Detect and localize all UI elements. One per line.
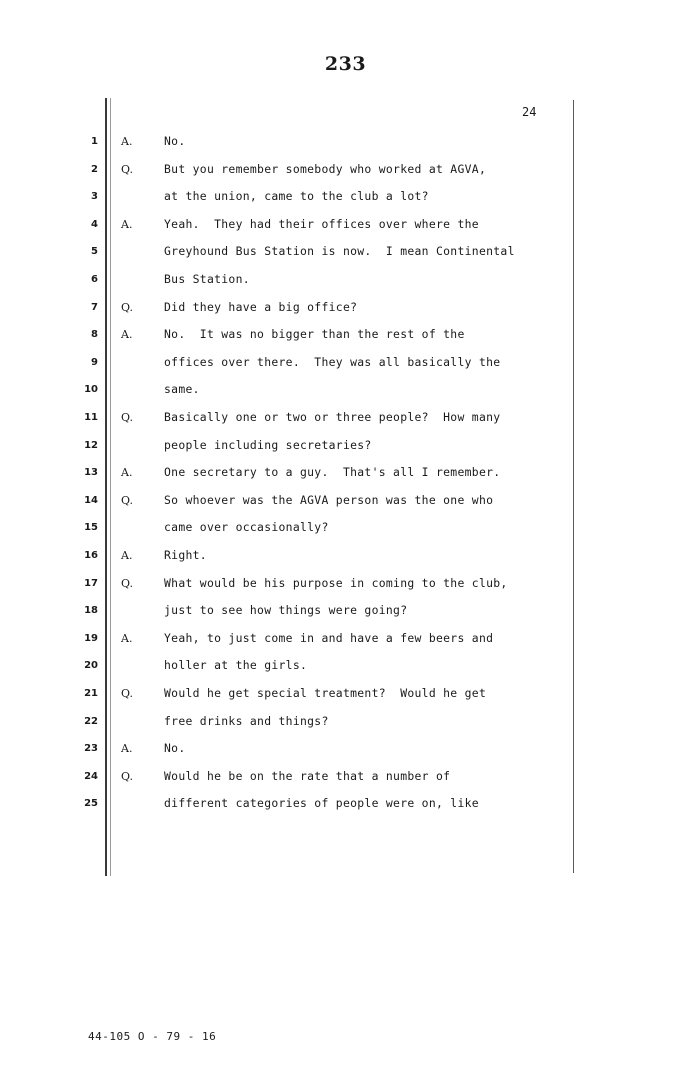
speaker-label: Q. <box>121 769 133 783</box>
speaker-label: A. <box>121 549 133 562</box>
transcript-line-text: different categories of people were on, like <box>164 796 479 811</box>
speaker-label: Q. <box>121 576 133 590</box>
line-number: 6 <box>91 274 98 285</box>
transcript-line-text: offices over there. They was all basically the <box>164 354 501 369</box>
line-number: 1 <box>91 136 98 147</box>
transcript-line-text: people including secretaries? <box>164 437 372 452</box>
transcript-line-text: Right. <box>164 548 207 562</box>
page-number: 233 <box>324 53 367 75</box>
speaker-label: Q. <box>121 493 133 507</box>
line-number: 9 <box>91 356 98 368</box>
line-number: 5 <box>91 246 98 258</box>
transcript-line-text: came over occasionally? <box>164 520 329 535</box>
speaker-label: A. <box>121 135 133 148</box>
line-number: 17 <box>84 577 98 589</box>
line-number: 24 <box>84 770 98 782</box>
transcript-line-text: No. <box>164 741 186 756</box>
line-number: 23 <box>84 743 98 755</box>
line-number: 16 <box>84 550 98 561</box>
line-number: 25 <box>84 798 98 810</box>
speaker-label: Q. <box>121 687 133 700</box>
transcript-line-text: Bus Station. <box>164 272 250 286</box>
transcript-line-text: same. <box>164 382 200 397</box>
line-number: 14 <box>84 494 98 506</box>
left-margin-rule-inner <box>110 98 111 876</box>
line-number: 8 <box>91 329 98 341</box>
speaker-label: Q. <box>121 300 133 314</box>
transcript-line-text: No. It was no bigger than the rest of the <box>164 327 465 342</box>
speaker-label: A. <box>121 742 133 756</box>
right-margin-rule <box>573 100 574 873</box>
line-number: 20 <box>84 660 98 672</box>
speaker-label: A. <box>121 328 133 342</box>
transcript-line-text: But you remember somebody who worked at AGVA, <box>164 161 487 176</box>
transcript-line-text: at the union, came to the club a lot? <box>164 189 429 204</box>
line-number: 21 <box>84 688 98 699</box>
transcript-page-number: 24 <box>522 105 537 119</box>
line-number: 2 <box>91 163 98 175</box>
transcript-line-text: free drinks and things? <box>164 713 329 728</box>
transcript-line-text: Did they have a big office? <box>164 299 358 314</box>
transcript-line-text: Would he get special treatment? Would he get <box>164 686 487 700</box>
line-number: 10 <box>84 384 98 396</box>
speaker-label: A. <box>121 631 133 645</box>
transcript-line-text: One secretary to a guy. That's all I remember. <box>164 465 501 480</box>
footer-code: 44-105 O - 79 - 16 <box>88 1030 217 1043</box>
transcript-line-text: holler at the girls. <box>164 658 308 673</box>
left-margin-rule <box>105 98 107 876</box>
line-number: 3 <box>91 191 98 203</box>
line-number: 19 <box>84 632 98 644</box>
transcript-line-text: No. <box>164 134 186 148</box>
speaker-label: A. <box>121 217 133 231</box>
line-number: 22 <box>84 715 98 727</box>
speaker-label: Q. <box>121 411 133 424</box>
line-number: 18 <box>84 605 98 617</box>
transcript-line-text: Greyhound Bus Station is now. I mean Continental <box>164 244 515 259</box>
line-number: 11 <box>84 412 98 423</box>
transcript-line-text: Would he be on the rate that a number of <box>164 768 451 783</box>
line-number: 13 <box>84 467 98 479</box>
transcript-line-text: Yeah, to just come in and have a few beers and <box>164 630 494 645</box>
speaker-label: Q. <box>121 162 133 176</box>
transcript-line-text: Yeah. They had their offices over where the <box>164 216 479 231</box>
line-number: 12 <box>84 439 98 451</box>
line-number: 15 <box>84 522 98 534</box>
transcript-line-text: So whoever was the AGVA person was the one who <box>164 492 494 507</box>
transcript-line-text: Basically one or two or three people? How many <box>164 410 501 424</box>
transcript-line-text: just to see how things were going? <box>164 603 408 618</box>
line-number: 4 <box>91 218 98 230</box>
line-number: 7 <box>91 301 98 313</box>
transcript-line-text: What would be his purpose in coming to the club, <box>164 575 508 590</box>
speaker-label: A. <box>121 466 133 480</box>
